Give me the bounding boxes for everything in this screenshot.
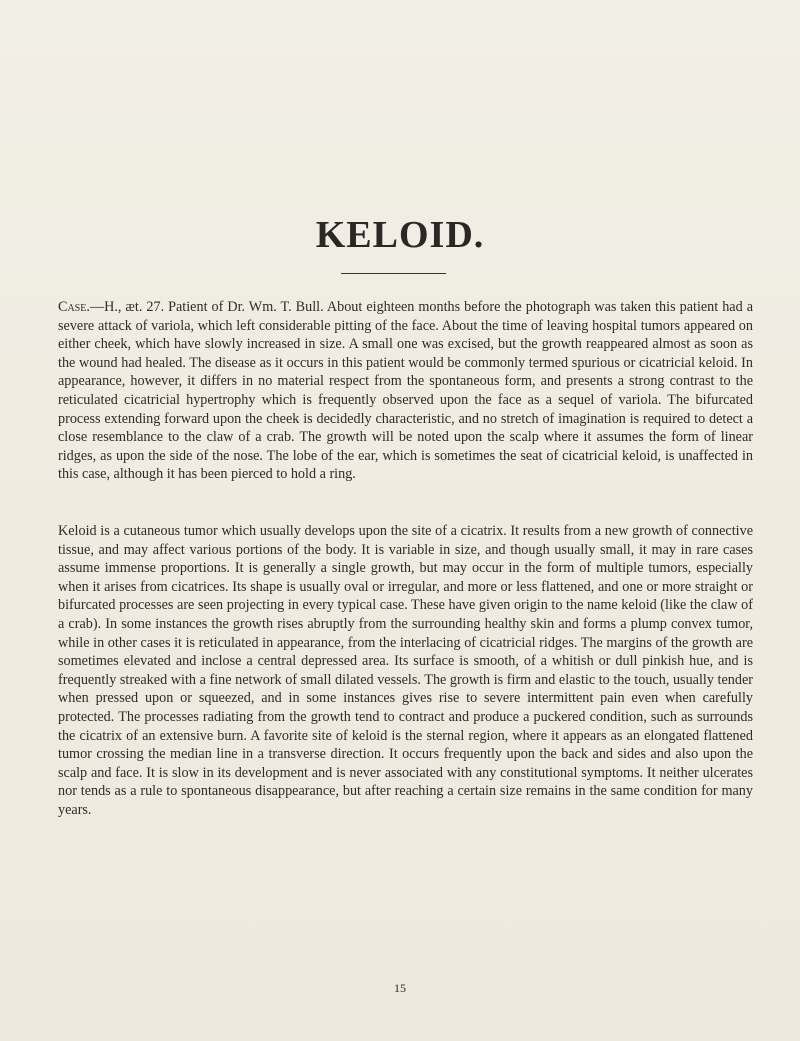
- body-paragraph: [58, 522, 753, 820]
- case-body: —H., æt. 27. Patient of Dr. Wm. T. Bull. About eighteen months before the photograph was taken this patient had a severe attack of variola, which left considerable pitting of the face. About the time of leaving hospital tumors appeared on either cheek, which have slowly increased in size. A small one was excised, but the growth reappeared almost as soon as the wound had healed. The disease as it occurs in this patient would be commonly termed spurious or cicatricial keloid. In appearance, however, it differs in no material respect from the spontaneous form, and presents a strong contrast to the reticulated cicatricial hypertrophy which is frequently observed upon the face as a sequel of variola. The bifurcated process extending forward upon the cheek is decidedly characteristic, and no stretch of imagination is required to detect a close resemblance to the claw of a crab. The growth will be noted upon the scalp where it assumes the form of linear ridges, as upon the side of the nose. The lobe of the ear, which is sometimes the seat of cicatricial keloid, is unaffected in this case, although it has been pierced to hold a ring.: [58, 299, 753, 483]
- title-divider: [341, 273, 446, 274]
- case-text: [58, 298, 753, 484]
- case-paragraph: [58, 298, 753, 484]
- page-title: KELOID.: [315, 214, 485, 256]
- body-text: Keloid is a cutaneous tumor which usually develops upon the site of a cicatrix. It results from a new growth of connective tissue, and may affect various portions of the body. It is variable in size, and though usually small, it may in rare cases assume immense proportions. It is generally a single growth, but may occur in the form of multiple tumors, especially when it arises from cicatrices. Its shape is usually oval or irregular, and more or less flattened, and one or more straight or bifurcated processes are seen projecting in every typical case. These have given origin to the name keloid (like the claw of a crab). In some instances the growth rises abruptly from the surrounding healthy skin and forms a plump convex tumor, while in other cases it is reticulated in appearance, from the interlacing of cicatricial ridges. The margins of the growth are sometimes elevated and inclose a central depressed area. Its surface is smooth, of a whitish or dull pinkish hue, and is frequently streaked with a fine network of small dilated vessels. The growth is firm and elastic to the touch, usually tender when pressed upon or squeezed, and in some instances gives rise to severe intermittent pain even when carefully protected. The processes radiating from the growth tend to contract and produce a puckered condition, such as surrounds the cicatrix of an extensive burn. A favorite site of keloid is the sternal region, where it appears as an elongated flattened tumor crossing the median line in a transverse direction. It occurs frequently upon the back and sides and also upon the scalp and face. It is slow in its development and is never associated with any constitutional symptoms. It neither ulcerates nor tends as a rule to spontaneous disappearance, but after reaching a certain size remains in the same condition for many years.: [58, 523, 753, 818]
- page-number: 15: [394, 981, 406, 995]
- case-label: Case.: [58, 299, 90, 315]
